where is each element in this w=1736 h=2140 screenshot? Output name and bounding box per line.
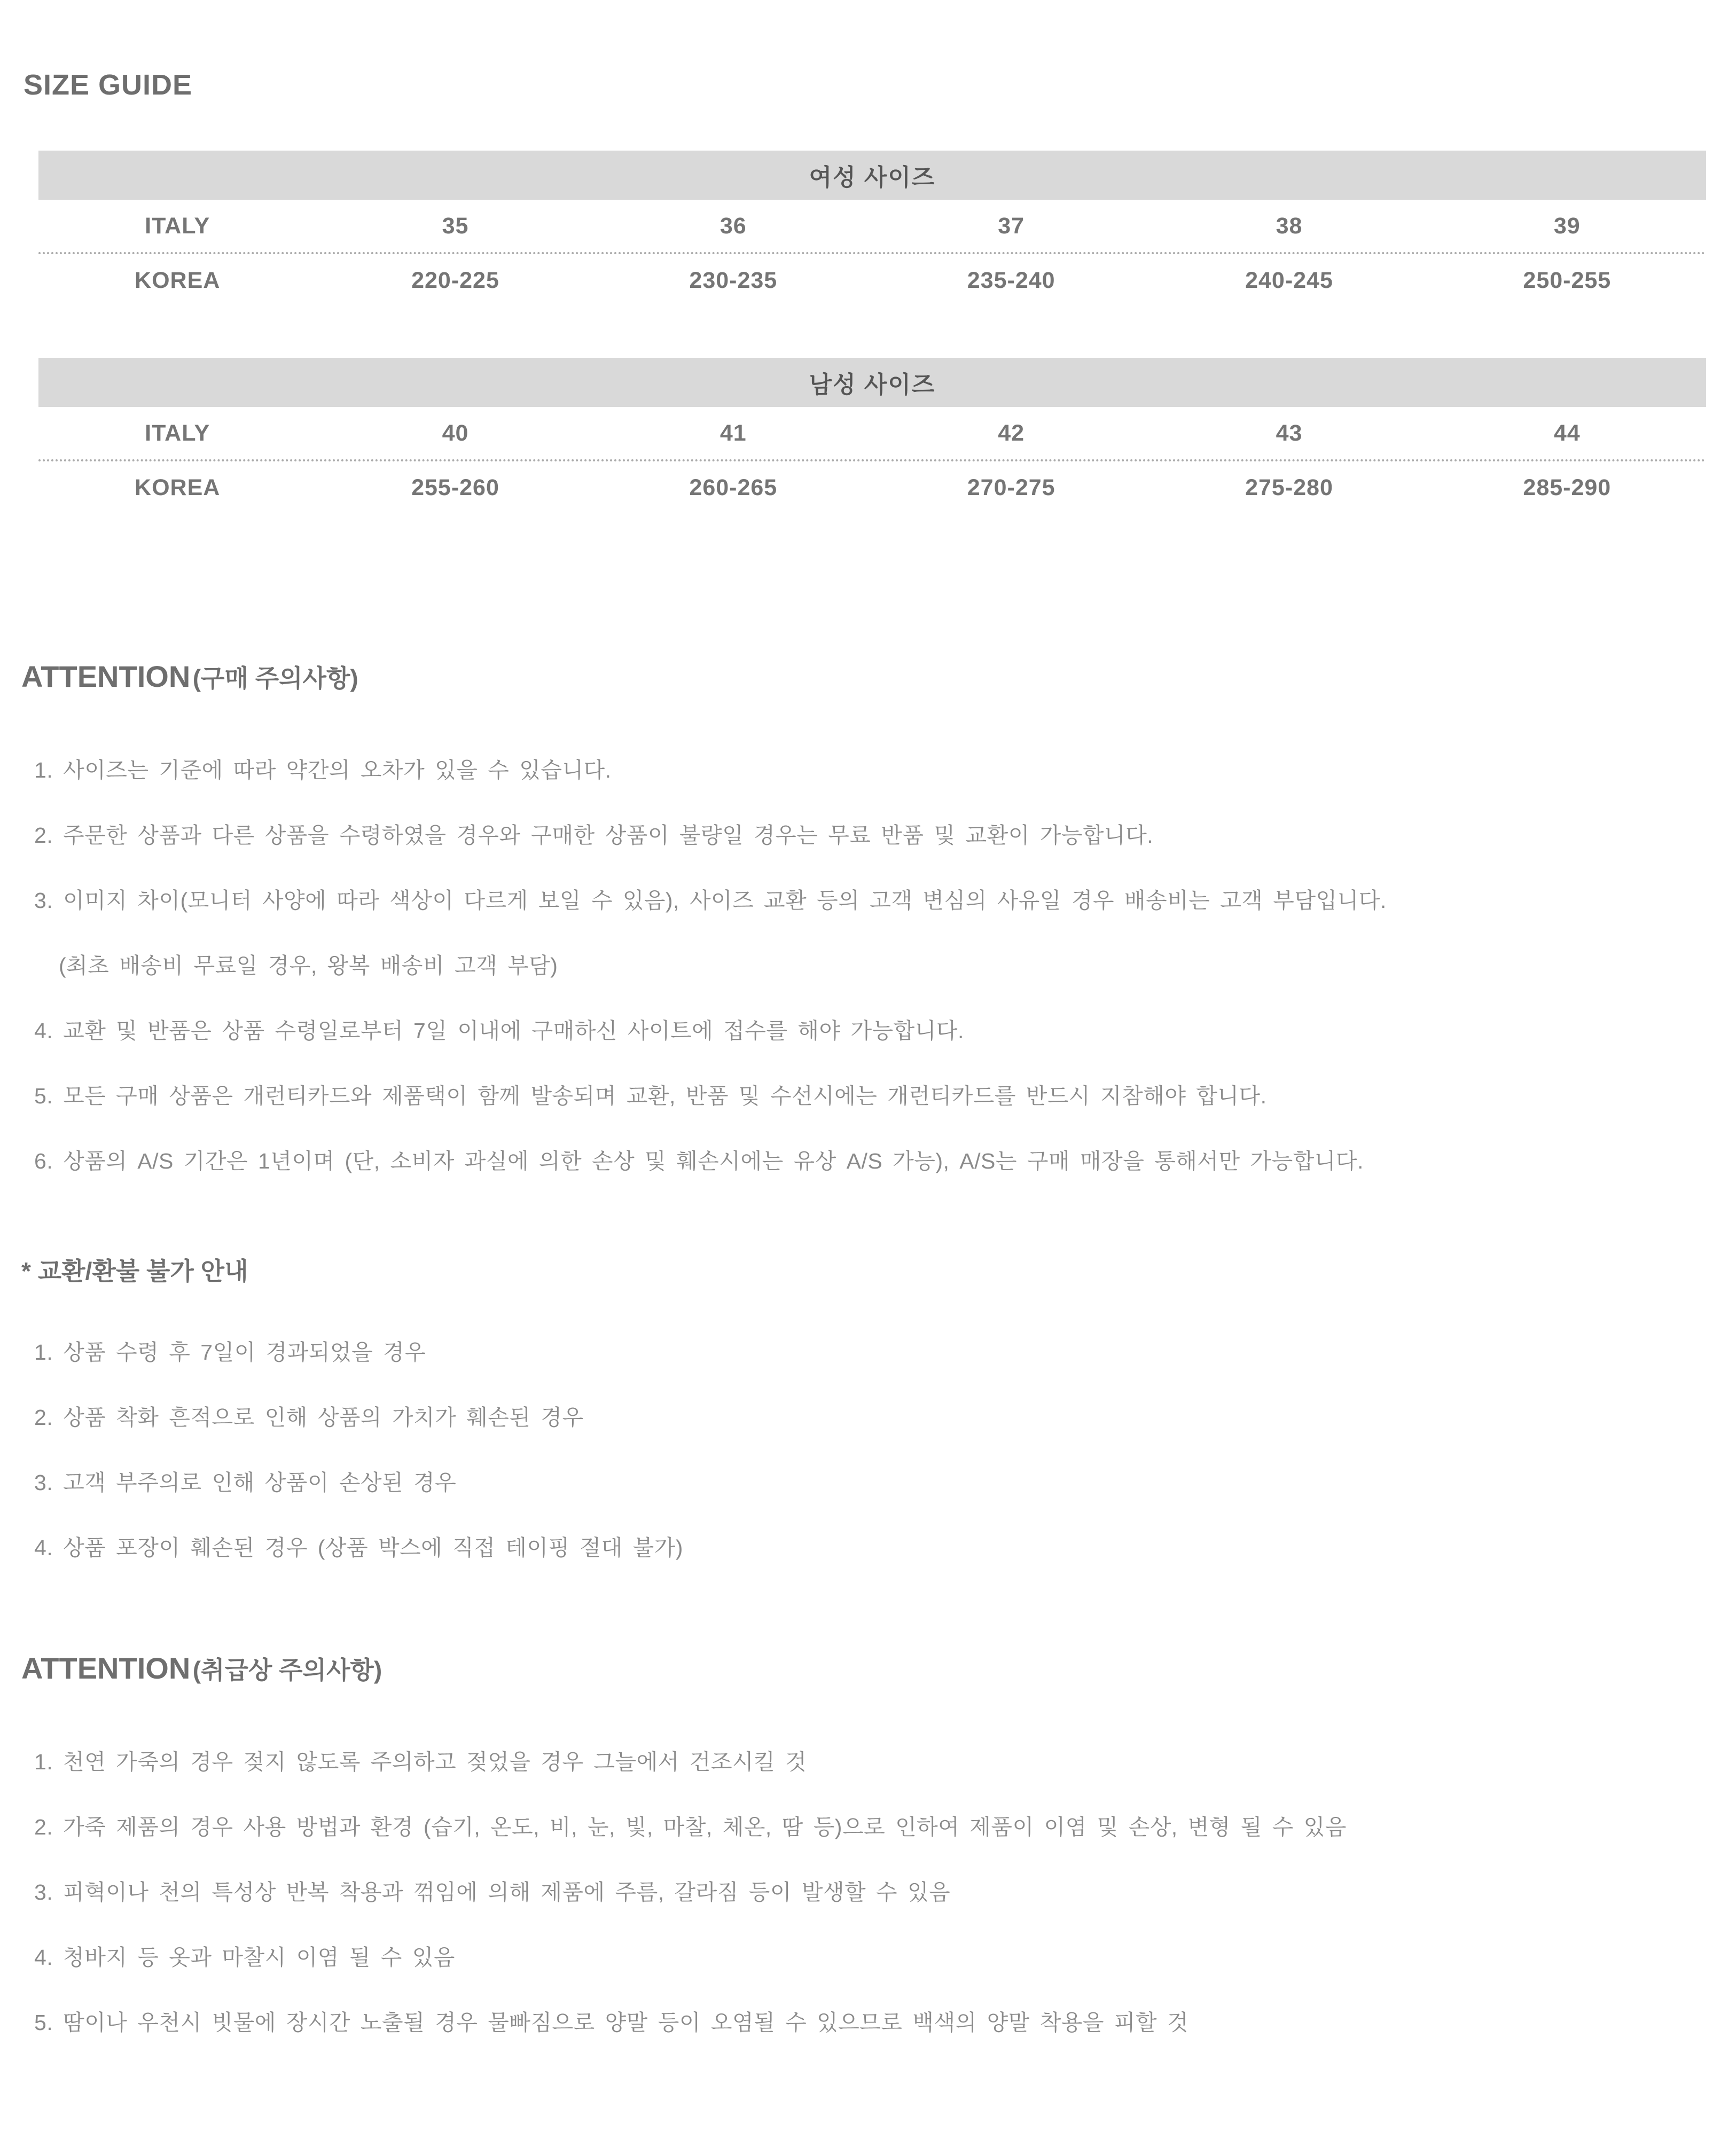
row-label-italy: ITALY [145, 213, 210, 239]
size-value: 285-290 [1523, 474, 1612, 500]
size-value: 255-260 [411, 474, 499, 500]
section-purchase-heading [21, 659, 1715, 702]
section-purchase-heading-ko: (구매 주의사항) [192, 664, 358, 692]
size-value: 38 [1276, 213, 1303, 239]
section-purchase-heading-en: ATTENTION [21, 660, 191, 693]
size-value: 35 [442, 213, 469, 239]
size-value: 240-245 [1245, 267, 1333, 293]
section-handling-heading [21, 1651, 1715, 1694]
row-label-korea: KOREA [135, 474, 221, 500]
section-handling-attention [21, 1651, 1715, 2036]
list-item: 2. 가죽 제품의 경우 사용 방법과 환경 (습기, 온도, 비, 눈, 빛, 마찰, 체온, 땀 등)으로 인하여 제품이 이염 및 손상, 변형 될 수 있음 [34, 1815, 1347, 1839]
list-item: 1. 상품 수령 후 7일이 경과되었을 경우 [34, 1340, 426, 1365]
list-item: 2. 주문한 상품과 다른 상품을 수령하였을 경우와 구매한 상품이 불량일 경우는 무료 반품 및 교환이 가능합니다. [34, 823, 1154, 848]
size-value: 43 [1276, 420, 1303, 446]
size-value: 275-280 [1245, 474, 1333, 500]
list-item: 3. 고객 부주의로 인해 상품이 손상된 경우 [34, 1470, 457, 1495]
section-purchase-attention [21, 659, 1715, 1174]
size-table-women [38, 151, 1706, 307]
size-value: 40 [442, 420, 469, 446]
list-item: 4. 상품 포장이 훼손된 경우 (상품 박스에 직접 테이핑 절대 불가) [34, 1535, 683, 1560]
list-item: 5. 모든 구매 상품은 개런티카드와 제품택이 함께 발송되며 교환, 반품 및 수선시에는 개런티카드를 반드시 지참해야 합니다. [34, 1084, 1267, 1108]
size-table-women-row-italy [38, 200, 1706, 252]
size-value: 44 [1553, 420, 1581, 446]
size-table-women-header [38, 151, 1706, 200]
size-table-women-row-korea [38, 254, 1706, 307]
list-item: 3. 피혁이나 천의 특성상 반복 착용과 꺾임에 의해 제품에 주름, 갈라짐 등이 발생할 수 있음 [34, 1880, 951, 1904]
size-value: 42 [998, 420, 1025, 446]
list-item: 5. 땀이나 우천시 빗물에 장시간 노출될 경우 물빠짐으로 양말 등이 오염될 수 있으므로 백색의 양말 착용을 피할 것 [34, 2010, 1189, 2035]
list-item: 1. 천연 가죽의 경우 젖지 않도록 주의하고 젖었을 경우 그늘에서 건조시킬 것 [34, 1750, 807, 1774]
size-value: 250-255 [1523, 267, 1612, 293]
size-table-men-header-label: 남성 사이즈 [809, 372, 936, 398]
list-item: 2. 상품 착화 흔적으로 인해 상품의 가치가 훼손된 경우 [34, 1405, 584, 1430]
size-value: 220-225 [411, 267, 499, 293]
size-table-men [38, 358, 1706, 514]
row-label-italy: ITALY [145, 420, 210, 446]
size-value: 230-235 [689, 267, 778, 293]
size-value: 260-265 [689, 474, 778, 500]
size-value: 39 [1553, 213, 1581, 239]
size-table-men-row-korea [38, 461, 1706, 514]
no-refund-items [21, 1339, 1715, 1561]
size-value: 270-275 [967, 474, 1055, 500]
list-item-sub: (최초 배송비 무료일 경우, 왕복 배송비 고객 부담) [59, 953, 558, 978]
section-handling-heading-en: ATTENTION [21, 1651, 191, 1685]
size-table-men-header [38, 358, 1706, 407]
list-item: 6. 상품의 A/S 기간은 1년이며 (단, 소비자 과실에 의한 손상 및 훼손시에는 유상 A/S 가능), A/S는 구매 매장을 통해서만 가능합니다. [34, 1149, 1364, 1173]
size-value: 37 [998, 213, 1025, 239]
size-table-men-row-italy [38, 407, 1706, 459]
size-value: 41 [720, 420, 747, 446]
row-label-korea: KOREA [135, 267, 221, 293]
list-item: 3. 이미지 차이(모니터 사양에 따라 색상이 다르게 보일 수 있음), 사이즈 교환 등의 고객 변심의 사유일 경우 배송비는 고객 부담입니다. [34, 888, 1387, 913]
section-handling-heading-ko: (취급상 주의사항) [192, 1656, 382, 1684]
purchase-attention-items [21, 757, 1715, 1174]
section-no-refund-heading: * 교환/환불 불가 안내 [21, 1257, 248, 1285]
size-value: 235-240 [967, 267, 1055, 293]
list-item: 1. 사이즈는 기준에 따라 약간의 오차가 있을 수 있습니다. [34, 758, 612, 782]
handling-attention-items [21, 1749, 1715, 2036]
size-table-women-header-label: 여성 사이즈 [809, 164, 936, 191]
section-no-refund [21, 1255, 1715, 1561]
size-value: 36 [720, 213, 747, 239]
page-title: SIZE GUIDE [24, 69, 193, 101]
list-item: 4. 교환 및 반품은 상품 수령일로부터 7일 이내에 구매하신 사이트에 접수를 해야 가능합니다. [34, 1018, 964, 1043]
list-item: 4. 청바지 등 옷과 마찰시 이염 될 수 있음 [34, 1945, 455, 1970]
